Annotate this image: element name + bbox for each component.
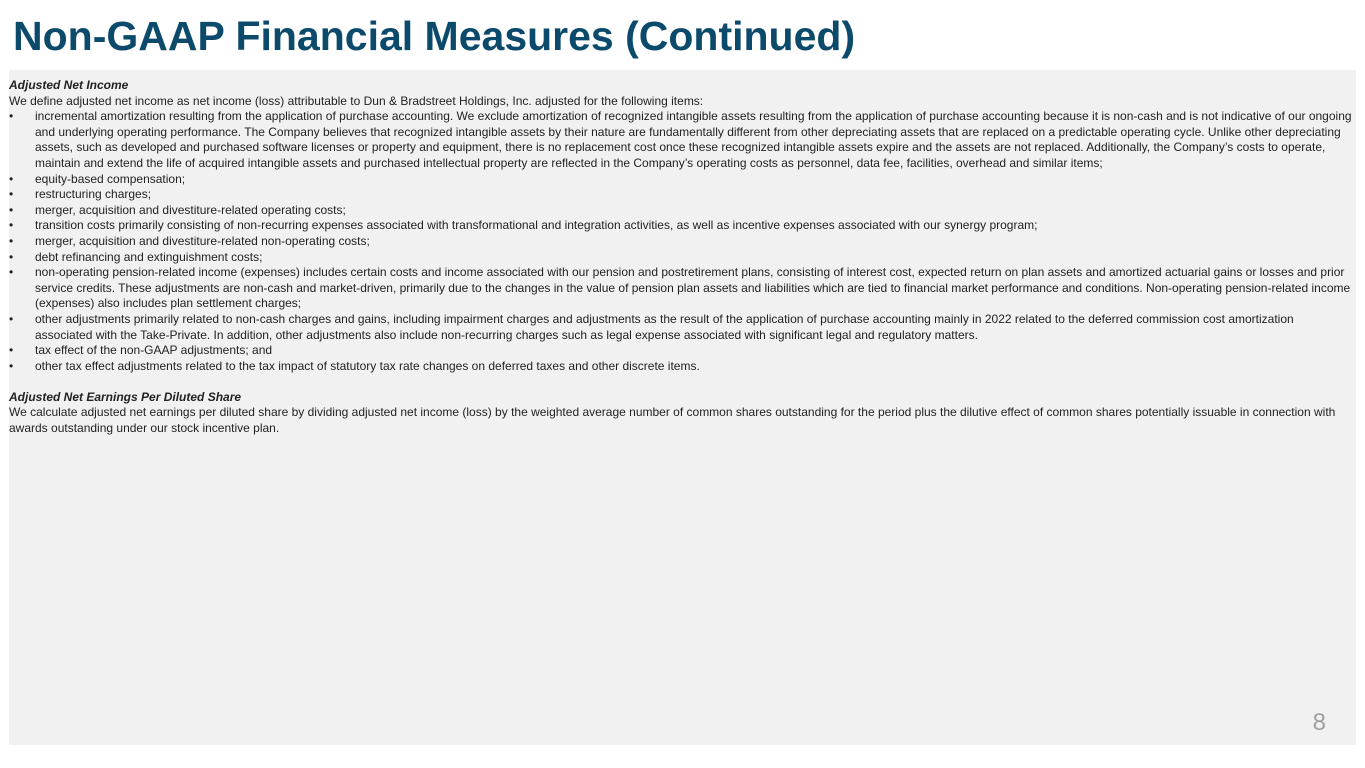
list-item [9,234,1353,250]
bullet-icon: • [9,171,14,186]
section-spacer [9,374,1353,390]
bullet-icon: • [9,233,14,248]
list-item [9,218,1353,234]
adjusted-net-income-heading: Adjusted Net Income [9,78,129,92]
bullet-icon: • [9,202,14,217]
list-item [9,265,1353,312]
list-item [9,187,1353,203]
list-item-text: other tax effect adjustments related to the tax impact of statutory tax rate changes on deferred taxes and other discrete items. [35,358,700,373]
bullet-icon: • [9,218,14,233]
bullet-icon: • [9,265,14,280]
list-item-text: merger, acquisition and divestiture-related operating costs; [35,202,346,217]
list-item [9,312,1353,343]
bullet-icon: • [9,343,14,358]
list-item-text: other adjustments primarily related to non-cash charges and gains, including impairment charges and adjustments as the result of the application of purchase accounting mainly in 2022 related to the deferred commission cost amortization associated with the Take-Private. In addition, other adjustments also include non-recurring charges such as legal expense associated with significant legal and regulatory matters. [35,311,1294,342]
list-item-text: restructuring charges; [35,187,152,202]
slide-title: Non-GAAP Financial Measures (Continued) [13,13,856,59]
adjustment-items-list [9,109,1353,374]
adjusted-net-income-intro: We define adjusted net income as net income (loss) attributable to Dun & Bradstreet Holdings, Inc. adjusted for the following items: [9,93,704,108]
list-item-text: merger, acquisition and divestiture-related non-operating costs; [35,233,370,248]
adjusted-eps-heading: Adjusted Net Earnings Per Diluted Share [9,389,242,404]
content-panel [9,70,1356,745]
list-item-text: tax effect of the non-GAAP adjustments; and [35,343,273,358]
bullet-icon: • [9,109,14,124]
list-item-text: equity-based compensation; [35,171,186,186]
bullet-icon: • [9,187,14,202]
list-item-text: non-operating pension-related income (expenses) includes certain costs and income associated with our pension and postretirement plans, consisting of interest cost, expected return on plan assets and amortized actuarial gains or losses and prior service credits. These adjustments are non-cash and market-driven, primarily due to the changes in the value of pension plan assets and liabilities which are tied to financial market performance and conditions. Non-operating pension-related income (expenses) also includes plan settlement charges; [35,265,1351,311]
list-item [9,343,1353,359]
bullet-icon: • [9,249,14,264]
list-item [9,109,1353,171]
content-body [9,78,1353,437]
list-item-text: transition costs primarily consisting of non-recurring expenses associated with transformational and integration activities, as well as incentive expenses associated with our synergy program; [35,218,1038,233]
page-number: 8 [1312,709,1326,736]
list-item-text: incremental amortization resulting from the application of purchase accounting. We exclude amortization of recognized intangible assets resulting from the application of purchase accounting because it is non-cash and is not indicative of our ongoing and underlying operating performance. The Company believes that recognized intangible assets by their nature are fundamentally different from other depreciating assets that are replaced on a predictable operating cycle. Unlike other depreciating assets, such as developed and purchased software licenses or property and equipment, there is no replacement cost once these recognized intangible assets expire and the assets are not replaced. Additionally, the Company’s costs to operate, maintain and extend the life of acquired intangible assets and purchased intellectual property are reflected in the Company’s operating costs as personnel, data fee, facilities, overhead and similar items; [35,109,1352,170]
list-item [9,359,1353,375]
list-item-text: debt refinancing and extinguishment costs; [35,249,263,264]
list-item [9,203,1353,219]
adjusted-eps-body: We calculate adjusted net earnings per diluted share by dividing adjusted net income (loss) by the weighted average number of common shares outstanding for the period plus the dilutive effect of common shares potentially issuable in connection with awards outstanding under our stock incentive plan. [9,405,1336,436]
bullet-icon: • [9,358,14,373]
list-item [9,172,1353,188]
list-item [9,250,1353,266]
bullet-icon: • [9,311,14,326]
